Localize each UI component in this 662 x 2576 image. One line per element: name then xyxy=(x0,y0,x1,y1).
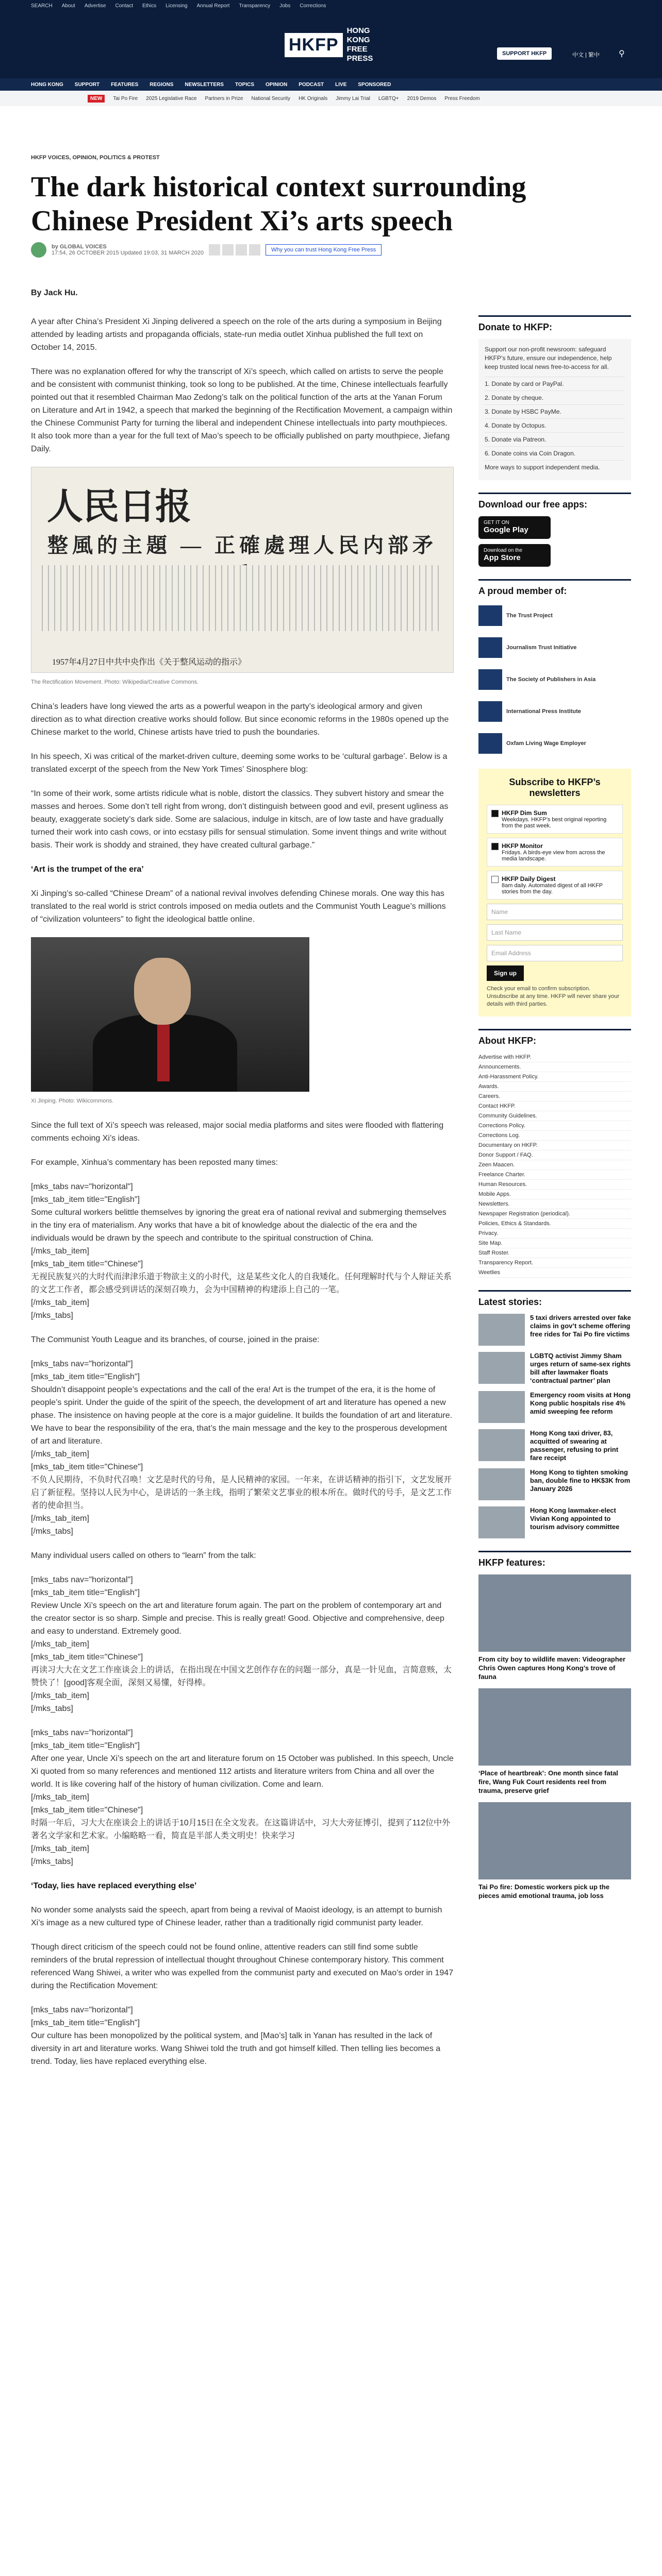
paragraph: China’s leaders have long viewed the arts as a powerful weapon in the party’s ideological armory and given direction as to what direction creative works should follow. But since economic reforms in the 1980s opened up the Chinese market to the world, Chinese artists have tried to push the boundaries. xyxy=(31,702,449,737)
subnav-item[interactable]: Press Freedom xyxy=(444,95,480,101)
paragraph: The Communist Youth League and its branches, of course, joined in the praise: xyxy=(31,1335,320,1344)
latest-story[interactable]: Hong Kong lawmaker-elect Vivian Kong appointed to tourism advisory committee xyxy=(478,1506,631,1538)
about-link[interactable]: Corrections Log. xyxy=(478,1131,631,1141)
tabs-shortcode: [mks_tabs nav="horizontal"] [mks_tab_item title="English"] Our culture has been monopolized by the political system, and [Mao’s] talk in Yanan has resulted in the lack of diversity in art and literature works. Wang Shiwei told the truth and got himself killed. Then telling lies becomes a trend. Today, lies have replaced everything else. xyxy=(31,2006,441,2066)
paragraph: For example, Xinhua’s commentary has been reposted many times: xyxy=(31,1158,278,1167)
app-store-button[interactable]: Download on the App Store xyxy=(478,544,551,567)
new-badge: NEW xyxy=(88,95,105,103)
article-body xyxy=(31,315,454,2079)
newsletter-widget xyxy=(478,769,631,1016)
subnav-item[interactable]: 2025 Legislative Race xyxy=(146,95,197,101)
logo-name: HONG KONG FREE PRESS xyxy=(346,26,373,63)
sidebar xyxy=(478,315,631,1912)
feature-story[interactable]: From city boy to wildlife maven: Videographer Chris Owen captures Hong Kong’s trove of fauna xyxy=(478,1574,631,1681)
about-link[interactable]: Newsletters. xyxy=(478,1199,631,1209)
language-switch[interactable]: 中文 | 繁中 xyxy=(572,52,600,58)
about-link[interactable]: Transparency Report. xyxy=(478,1258,631,1268)
topbar-link[interactable]: Annual Report xyxy=(196,3,230,9)
latest-story[interactable]: LGBTQ activist Jimmy Sham urges return of same-sex rights bill after lawmaker floats ‘contractual partner’ plan xyxy=(478,1352,631,1385)
donate-widget xyxy=(478,315,631,480)
quote: “In some of their work, some artists ridicule what is noble, distort the classics. They subvert history and smear the masses and heroes. Some don’t tell right from wrong, don’t distinguish between good and evil, present ugliness as beauty, exaggerate society’s dark side. Some are salacious, indulge in kitsch, are of low taste and have gradually turned their work into cash cows, or into ecstasy pills for sensual stimulation. Some invent things and write without basis. Their work is shoddy and strained, they have created cultural garbage.” xyxy=(31,789,449,850)
author-avatar xyxy=(31,242,46,258)
about-link[interactable]: Newspaper Registration (periodical). xyxy=(478,1209,631,1219)
feature-story[interactable]: Tai Po fire: Domestic workers pick up the pieces amid emotional trauma, job loss xyxy=(478,1802,631,1900)
feature-image xyxy=(478,1574,631,1652)
byline xyxy=(31,242,382,258)
about-link[interactable]: Staff Roster. xyxy=(478,1248,631,1258)
newspaper-text-columns xyxy=(42,565,443,631)
figure-caption: Xi Jinping. Photo: Wikicommons. xyxy=(31,1098,114,1104)
about-link[interactable]: Freelance Charter. xyxy=(478,1170,631,1180)
donate-option[interactable]: 1. Donate by card or PayPal. xyxy=(485,377,625,391)
latest-story[interactable]: Hong Kong to tighten smoking ban, double fine to HK$3K from January 2026 xyxy=(478,1468,631,1500)
nav-item[interactable]: REGIONS xyxy=(150,81,174,88)
partner-logo[interactable]: Journalism Trust Initiative xyxy=(478,635,631,660)
member-widget xyxy=(478,579,631,756)
name-input[interactable]: Name xyxy=(487,904,623,920)
support-button[interactable]: SUPPORT HKFP xyxy=(497,47,552,60)
newsletter-title: Subscribe to HKFP’s newsletters xyxy=(509,777,601,798)
about-link[interactable]: Announcements. xyxy=(478,1062,631,1072)
about-link[interactable]: Donor Support / FAQ. xyxy=(478,1150,631,1160)
about-link[interactable]: Mobile Apps. xyxy=(478,1190,631,1199)
widget-title: A proud member of: xyxy=(478,586,567,596)
newsletter-checkbox[interactable]: HKFP Monitor Fridays. A birds-eye view from across the media landscape. xyxy=(487,838,623,867)
google-play-button[interactable]: GET IT ON Google Play xyxy=(478,516,551,539)
author-line: By Jack Hu. xyxy=(31,289,78,297)
paragraph: Since the full text of Xi’s speech was released, major social media platforms and sites were flooded with flattering comments echoing Xi’s ideas. xyxy=(31,1121,444,1143)
nav-item[interactable]: HONG KONG xyxy=(31,81,63,88)
newspaper-footer: 1957年4月27日中共中央作出《关于整风运动的指示》 xyxy=(52,658,246,667)
ipi-icon xyxy=(478,701,502,722)
topbar-link[interactable]: SEARCH xyxy=(31,3,53,9)
donate-option[interactable]: 2. Donate by cheque. xyxy=(485,391,625,404)
about-link[interactable]: Policies, Ethics & Standards. xyxy=(478,1219,631,1229)
email-input[interactable]: Email Address xyxy=(487,945,623,961)
story-thumbnail xyxy=(478,1391,525,1423)
newspaper-masthead: 人民日报 xyxy=(47,487,191,527)
nav-item[interactable]: PODCAST xyxy=(299,81,324,88)
feature-story[interactable]: ‘Place of heartbreak’: One month since fatal fire, Wang Fuk Court residents reel from trauma, preserve grief xyxy=(478,1688,631,1795)
figure-xi xyxy=(31,937,454,1108)
about-link[interactable]: Awards. xyxy=(478,1082,631,1092)
paragraph: Xi Jinping’s so-called “Chinese Dream” of a national revival involves defending Chinese morals. One way this has translated to the real world is strict controls imposed on media outlets and the Communist Youth League’s millions of “civilization volunteers” to fight the ideological battle online. xyxy=(31,889,446,924)
site-header xyxy=(0,11,662,78)
subnav-item[interactable]: National Security xyxy=(251,95,291,101)
subnav-item[interactable]: Partners in Prize xyxy=(205,95,243,101)
about-link[interactable]: Documentary on HKFP. xyxy=(478,1141,631,1150)
donate-option[interactable]: 4. Donate by Octopus. xyxy=(485,418,625,432)
nav-item[interactable]: FEATURES xyxy=(111,81,139,88)
latest-story[interactable]: 5 taxi drivers arrested over fake claims in gov’t scheme offering free rides for Tai Po fire victims xyxy=(478,1314,631,1346)
newsletter-note: Check your email to confirm subscription. Unsubscribe at any time. HKFP will never share your details with third parties. xyxy=(487,986,620,1007)
photo-tie xyxy=(157,1025,170,1081)
partner-logo[interactable]: Oxfam Living Wage Employer xyxy=(478,731,631,756)
widget-title: Download our free apps: xyxy=(478,499,588,510)
partner-logo[interactable]: International Press Institute xyxy=(478,699,631,724)
story-thumbnail xyxy=(478,1352,525,1384)
search-icon[interactable]: ⚲ xyxy=(619,49,625,58)
jti-icon xyxy=(478,637,502,658)
subnav-item[interactable]: Jimmy Lai Trial xyxy=(336,95,370,101)
why-trust-button[interactable]: Why you can trust Hong Kong Free Press xyxy=(266,244,382,256)
nav-item[interactable]: LIVE xyxy=(335,81,347,88)
paragraph: In his speech, Xi was critical of the market-driven culture, deeming some works to be ‘cultural garbage’. Below is a translated excerpt of the speech from the New York Times’ Sinosphere blog: xyxy=(31,752,448,774)
subnav-item[interactable]: HK Originals xyxy=(299,95,328,101)
nav-item[interactable]: SUPPORT xyxy=(74,81,100,88)
last-name-input[interactable]: Last Name xyxy=(487,924,623,941)
donate-option[interactable]: 3. Donate by HSBC PayMe. xyxy=(485,404,625,418)
sopa-icon xyxy=(478,669,502,690)
donate-option[interactable]: 5. Donate via Patreon. xyxy=(485,432,625,446)
apps-widget xyxy=(478,493,631,567)
topbar-link[interactable]: Licensing xyxy=(166,3,188,9)
oxfam-icon xyxy=(478,733,502,754)
newsletter-checkbox[interactable]: HKFP Daily Digest 8am daily. Automated digest of all HKFP stories from the day. xyxy=(487,871,623,900)
latest-story[interactable]: Emergency room visits at Hong Kong public hospitals rise 4% amid sweeping fee reform xyxy=(478,1391,631,1423)
donate-box xyxy=(478,339,631,480)
subnav-item[interactable]: 2019 Demos xyxy=(407,95,437,101)
topbar-link[interactable]: Ethics xyxy=(142,3,157,9)
widget-title: About HKFP: xyxy=(478,1036,536,1046)
xi-photo xyxy=(31,937,309,1092)
about-link[interactable]: Advertise with HKFP. xyxy=(478,1053,631,1062)
paragraph: Though direct criticism of the speech could not be found online, attentive readers can still find some subtle reminders of the brutal repression of intellectual thought throughout Chinese contemporary history. This comment referenced Wang Shiwei, a writer who was expelled from the communist party and executed on Mao’s order in 1947 during the Rectification Movement: xyxy=(31,1943,454,1990)
donate-more-link[interactable]: More ways to support independent media. xyxy=(485,460,625,474)
topbar-link[interactable]: Corrections xyxy=(300,3,326,9)
nav-item[interactable]: OPINION xyxy=(266,81,288,88)
about-link[interactable]: Human Resources. xyxy=(478,1180,631,1190)
email-icon[interactable] xyxy=(249,244,260,256)
about-link[interactable]: Zeen Maacen. xyxy=(478,1160,631,1170)
nav-item[interactable]: SPONSORED xyxy=(358,81,391,88)
widget-title: HKFP features: xyxy=(478,1557,545,1568)
topbar-link[interactable]: Contact xyxy=(115,3,133,9)
feature-image xyxy=(478,1802,631,1879)
about-link[interactable]: Contact HKFP. xyxy=(478,1101,631,1111)
newsletter-checkbox[interactable]: HKFP Dim Sum Weekdays. HKFP’s best original reporting from the past week. xyxy=(487,805,623,834)
latest-story[interactable]: Hong Kong taxi driver, 83, acquitted of swearing at passenger, refusing to print fare receipt xyxy=(478,1429,631,1462)
photo-face xyxy=(134,958,191,1025)
widget-title: Latest stories: xyxy=(478,1297,542,1307)
story-thumbnail xyxy=(478,1506,525,1538)
main-nav xyxy=(0,78,662,91)
top-bar xyxy=(0,0,662,11)
story-thumbnail xyxy=(478,1468,525,1500)
trust-project-icon xyxy=(478,605,502,626)
newspaper-headline: 整風的主題 — 正確處理人民内部矛 xyxy=(47,534,437,557)
donate-text: Support our non-profit newsroom: safeguard HKFP’s future, ensure our independence, help keep trusted local news free-to-access for all. xyxy=(485,346,612,370)
tabs-shortcode: [mks_tabs nav="horizontal"] [mks_tab_item title="English"] Some cultural workers belittle themselves by ignoring the great era of national revival and submerging themselves in the tiny era of materialism. Any works that have a bit of knowledge about the dialectic of the era and the individuals would be drawn by the speech and contribute to the spiritual construction of China. [/mks_tab_item] [mks_tab_item title="Chinese"] 无视民族复兴的大时代而津津乐道于物欲主义的小时代，这是某些文化人的自我矮化。任何理解时代与个人辩证关系的文艺工作者，都会感受到讲话的深刻召唤力，会为中国精神的构建添上自己的一笔。 [/mks_tab_item] [/mks_tabs] xyxy=(31,1182,452,1320)
paragraph: A year after China’s President Xi Jinping delivered a speech on the role of the arts during a symposium in Beijing attended by leading artists and propaganda officials, state-run media outlet Xinhua published the full text on October 14, 2015. xyxy=(31,317,442,352)
topbar-link[interactable]: Jobs xyxy=(279,3,291,9)
facebook-icon[interactable] xyxy=(209,244,220,256)
signup-button[interactable]: Sign up xyxy=(487,965,524,981)
tabs-shortcode: [mks_tabs nav="horizontal"] [mks_tab_item title="English"] Review Uncle Xi’s speech on the art and literature forum again. The part on the problem of contemporary art and the creator sector is so sharp. Simple and precise. This is really great! Good. Objective and comprehensive, deep and easy to understand. Extremely good. [/mks_tab_item] [mks_tab_item title="Chinese"] 再读习大大在文艺工作座谈会上的讲话，在指出现在中国文艺创作存在的问题一部分，真是一针见血，言简意赅，太赞快了！[good]客观全面，深刻又易懂，好得棒。 [/mks_tab_item] [/mks_tabs] xyxy=(31,1575,452,1713)
figure-rectification xyxy=(31,467,454,689)
features-widget xyxy=(478,1551,631,1900)
nav-item[interactable]: TOPICS xyxy=(235,81,255,88)
latest-widget xyxy=(478,1290,631,1538)
newspaper-image xyxy=(31,467,454,673)
tabs-shortcode: [mks_tabs nav="horizontal"] [mks_tab_item title="English"] Shouldn’t disappoint people’s expectations and the call of the era! Art is the trumpet of the era, it is the home of people’s spirit. Under the guide of the spirit of the speech, the development of art and literature has opened a new phase. The insistence on having people at the core is a major guideline. It builds the foundation of art and literature. We have to bear the responsibility of the era, that’s the main message and the key to the prosperous development of art and literature. [/mks_tab_item] [mks_tab_item title="Chinese"] 不负人民期待，不负时代召唤！文艺是时代的号角，是人民精神的家园。一年来，在讲话精神的指引下，文艺发展开启了新征程。坚持以人民为中心，是讲话的一条主线，指明了繁荣文艺事业的根本所在。做时代的号手，是文艺工作者的使命担当。 [/mks_tab_item] [/mks_tabs] xyxy=(31,1360,453,1536)
topbar-link[interactable]: Advertise xyxy=(84,3,106,9)
about-link[interactable]: Weetlies xyxy=(478,1268,631,1278)
about-link[interactable]: Community Guidelines. xyxy=(478,1111,631,1121)
paragraph: No wonder some analysts said the speech, apart from being a revival of Maoist ideology, is an attempt to burnish Xi’s image as a new cultured type of Chinese leader, rather than a traditionally rigid communist party leader. xyxy=(31,1906,442,1927)
twitter-icon[interactable] xyxy=(222,244,234,256)
about-link[interactable]: Privacy. xyxy=(478,1229,631,1239)
byline-text: by GLOBAL VOICES 17:54, 26 OCTOBER 2015 Updated 19:03, 31 MARCH 2020 xyxy=(52,244,204,256)
figure-caption: The Rectification Movement. Photo: Wikipedia/Creative Commons. xyxy=(31,679,199,685)
section-heading: ‘Art is the trumpet of the era’ xyxy=(31,865,144,874)
partner-logo[interactable]: The Society of Publishers in Asia xyxy=(478,667,631,692)
topbar-link[interactable]: About xyxy=(61,3,75,9)
feature-image xyxy=(478,1688,631,1766)
about-link[interactable]: Site Map. xyxy=(478,1239,631,1248)
share-buttons xyxy=(209,244,260,256)
paragraph: There was no explanation offered for why the transcript of Xi’s speech, which called on artists to serve the people and be consistent with communist thinking, took so long to be published. At the time, Chinese intellectuals fearfully pointed out that it resembled Chairman Mao Zedong’s talk on the political function of the arts at the Yanan Forum on Literature and Art in 1942, a speech that marked the beginning of the Rectification Movement, a campaign within the Chinese Communist Party for turning the liberal and independent Chinese intellectuals into party mouthpieces. It also took more than a year for the full text of Mao’s speech to be officially published on party mouthpiece, Jiefang Daily. xyxy=(31,367,453,453)
story-thumbnail xyxy=(478,1314,525,1346)
paragraph: Many individual users called on others to “learn” from the talk: xyxy=(31,1551,256,1560)
story-thumbnail xyxy=(478,1429,525,1461)
tabs-shortcode: [mks_tabs nav="horizontal"] [mks_tab_item title="English"] After one year, Uncle Xi’s speech on the art and literature forum on 15 October was published. In this speech, Uncle Xi quoted from so many references and mentioned 112 artists and literature writers from China and all over the world. It is like covering half of the history of human civilization. Come and learn. [/mks_tab_item] [mks_tab_item title="Chinese"] 时隔一年后，习大大在座谈会上的讲话于10月15日在全文发表。在这篇讲话中，习大大旁征博引，提到了112位中外著名文学家和艺术家。小编略略一看，简直是半部人类文明史！快来学习 [/mks_tab_item] [/mks_tabs] xyxy=(31,1728,454,1866)
about-list xyxy=(478,1053,631,1278)
article-category[interactable]: HKFP VOICES, OPINION, POLITICS & PROTEST xyxy=(31,155,160,161)
about-link[interactable]: Corrections Policy. xyxy=(478,1121,631,1131)
whatsapp-icon[interactable] xyxy=(236,244,247,256)
logo-box: HKFP xyxy=(285,33,343,57)
article-title: The dark historical context surrounding Chinese President Xi’s arts speech xyxy=(31,171,526,237)
subnav-item[interactable]: LGBTQ+ xyxy=(378,95,399,101)
sub-nav xyxy=(0,91,662,106)
site-logo[interactable] xyxy=(285,24,377,66)
section-heading: ‘Today, lies have replaced everything else’ xyxy=(31,1882,197,1890)
partner-logo[interactable]: The Trust Project xyxy=(478,603,631,629)
about-link[interactable]: Careers. xyxy=(478,1092,631,1101)
nav-item[interactable]: NEWSLETTERS xyxy=(185,81,224,88)
donate-option[interactable]: 6. Donate coins via Coin Dragon. xyxy=(485,446,625,460)
topbar-link[interactable]: Transparency xyxy=(239,3,271,9)
about-link[interactable]: Anti-Harassment Policy. xyxy=(478,1072,631,1082)
about-widget xyxy=(478,1029,631,1278)
widget-title: Donate to HKFP: xyxy=(478,322,552,332)
subnav-item[interactable]: Tai Po Fire xyxy=(113,95,138,101)
